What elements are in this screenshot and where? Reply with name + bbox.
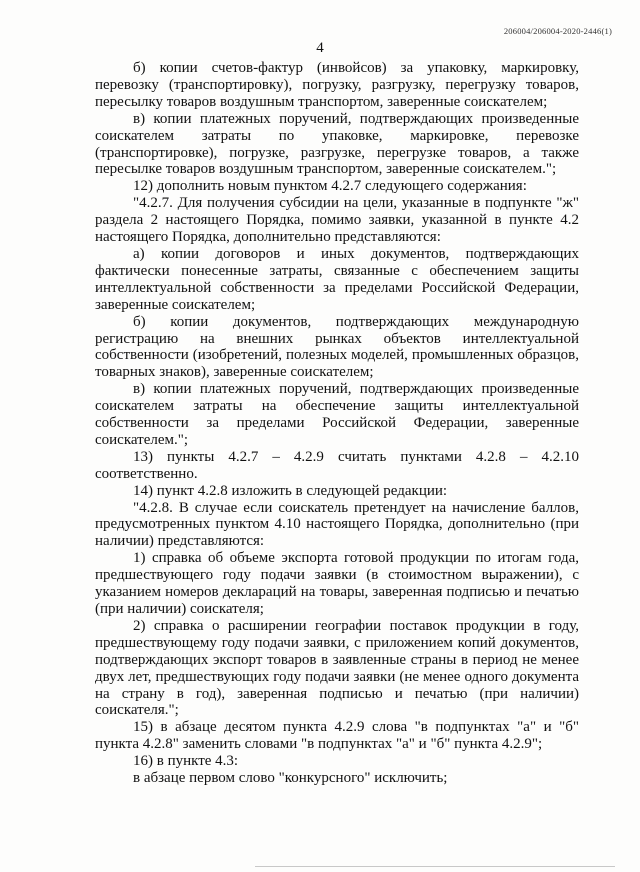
paragraph: "4.2.8. В случае если соискатель претендует на начисление баллов, предусмотренных пунктом 4.10 настоящего Порядка, дополнительно (при наличии) представляются:: [95, 499, 579, 550]
paragraph: в абзаце первом слово "конкурсного" исключить;: [133, 770, 448, 787]
paragraph: 13) пункты 4.2.7 – 4.2.9 считать пунктами 4.2.8 – 4.2.10 соответственно.: [95, 448, 579, 482]
paragraph: а) копии договоров и иных документов, подтверждающих фактически понесенные затраты, связанные с обеспечением защиты интеллектуальной собственности за пределами Российской Федерации, заверенные соискателем;: [95, 245, 579, 313]
paragraph: 12) дополнить новым пунктом 4.2.7 следующего содержания:: [133, 178, 527, 195]
scan-edge-line: [255, 866, 615, 867]
paragraph: в) копии платежных поручений, подтверждающих произведенные соискателем затраты на обеспечение защиты интеллектуальной собственности за пределами Российской Федерации, заверенные соискателем.";: [95, 381, 579, 448]
paragraph: б) копии счетов-фактур (инвойсов) за упаковку, маркировку, перевозку (транспортировку), погрузку, разгрузку, перегрузку товаров, пересылку товаров воздушным транспортом, заверенные соискателем;: [95, 60, 579, 110]
paragraph: 14) пункт 4.2.8 изложить в следующей редакции:: [133, 482, 448, 499]
paragraph: "4.2.7. Для получения субсидии на цели, указанные в подпункте "ж" раздела 2 настоящего Порядка, помимо заявки, указанной в пункте 4.2 настоящего Порядка, дополнительно представляются:: [95, 195, 579, 246]
paragraph: в) копии платежных поручений, подтверждающих произведенные соискателем затраты по упаковке, маркировке, перевозке (транспортировке), погрузке, разгрузке, перегрузке товаров, а также пересылке товаров воздушным транспортом, заверенные соискателем.";: [95, 110, 579, 178]
document-body: [95, 60, 579, 787]
paragraph: б) копии документов, подтверждающих международную регистрацию на внешних рынках объектов интеллектуальной собственности (изобретений, полезных моделей, промышленных образцов, товарных знаков), заверенные соискателем;: [95, 313, 579, 381]
paragraph: 16) в пункте 4.3:: [133, 753, 239, 770]
paragraph: 2) справка о расширении географии поставок продукции в году, предшествующему году подачи заявки, с приложением копий документов, подтверждающих экспорт товаров в заявленные страны в период не менее двух лет, предшествующих году подачи заявки (не менее одного документа на страну в год), заверенная подписью и печатью (при наличии) соискателя.";: [95, 617, 579, 719]
paragraph: 1) справка об объеме экспорта готовой продукции по итогам года, предшествующего году подачи заявки (в стоимостном выражении), с указанием номеров деклараций на товары, заверенная подписью и печатью (при наличии) соискателя;: [95, 550, 579, 617]
page-number: 4: [316, 40, 324, 56]
paragraph: 15) в абзаце десятом пункта 4.2.9 слова "в подпунктах "а" и "б" пункта 4.2.8" заменить словами "в подпунктах "а" и "б" пункта 4.2.9";: [95, 719, 579, 753]
document-id: 206004/206004-2020-2446(1): [503, 26, 612, 36]
